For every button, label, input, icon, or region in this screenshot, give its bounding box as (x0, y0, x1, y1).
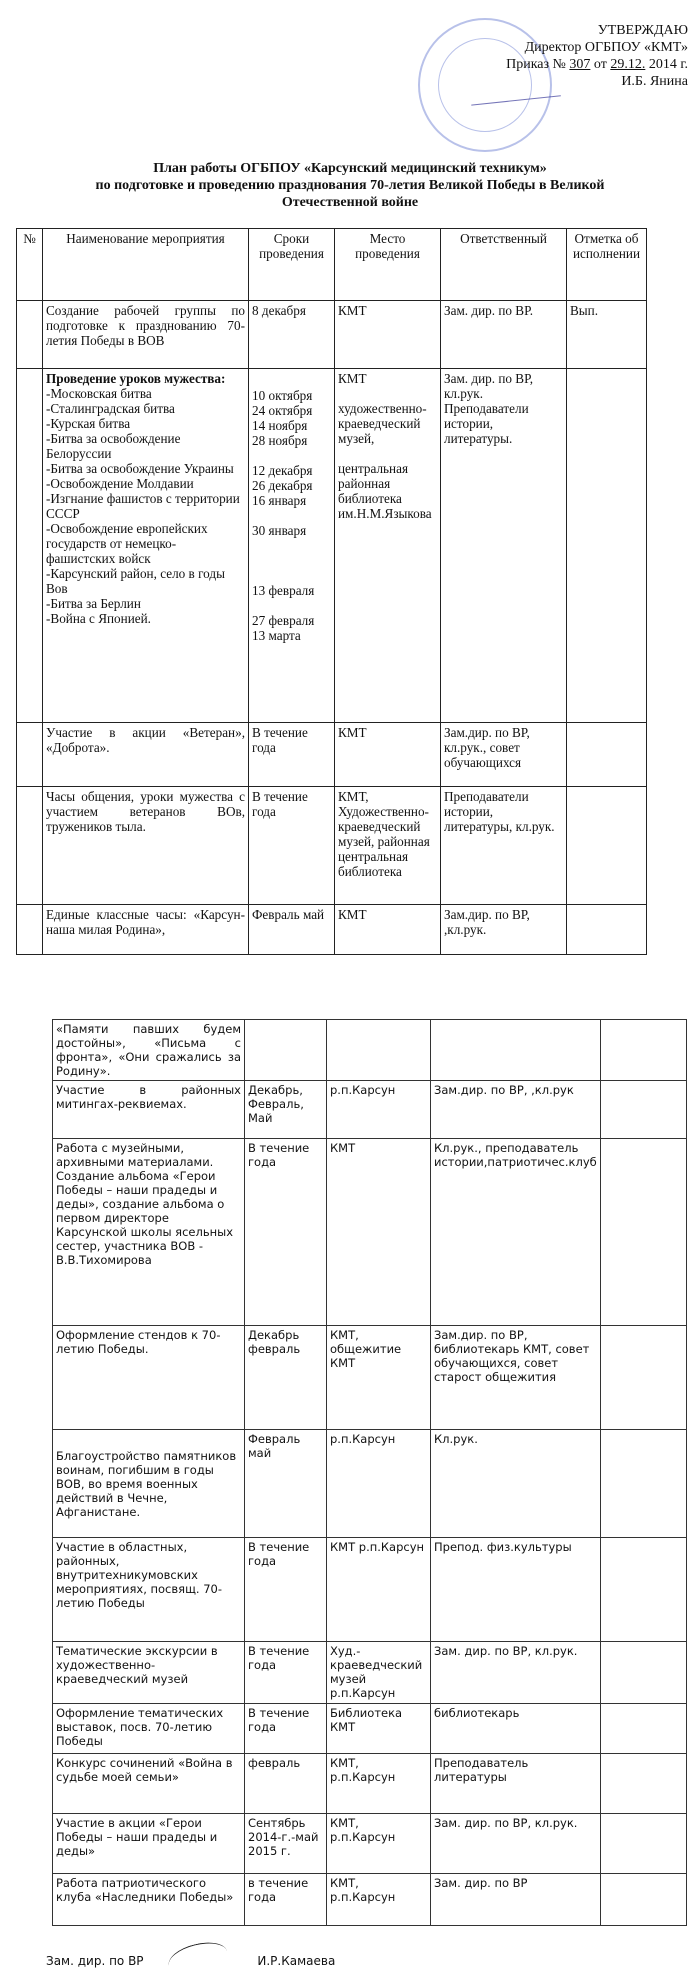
footer-name: И.Р.Камаева (257, 1954, 336, 1968)
table-row: Проведение уроков мужества: -Московская битва -Сталинградская битва -Курская битва -Битва за освобождение Белоруссии -Битва за освобождение Украины -Освобождение Молдавии -Изгнание фашистов с территории СССР -Освобождение европейских государств от немецко-фашистских войск -Карсунский район, село в годы Вов -Битва за Берлин -Война с Японией. 10 октября 24 октября 14 ноября 28 ноября 12 декабря 26 декабря 16 января 30 января 13 февраля 27 февраля 13 марта КМТ художественно-краеведческий музей, центральная районная библиотека им.Н.М.Языкова Зам. дир. по ВР, кл.рук. Преподаватели истории, литературы. (17, 369, 647, 723)
header-number: № (17, 229, 43, 301)
approval-position: Директор ОГБПОУ «КМТ» (524, 40, 688, 55)
table-row: «Памяти павших будем достойны», «Письма с фронта», «Они сражались за Родину». (53, 1020, 687, 1081)
page-title: План работы ОГБПОУ «Карсунский медицинский техникум» по подготовке и проведению празднования 70-летия Великой Победы в Великой Отечественной войне (95, 161, 605, 210)
table-row: Единые классные часы: «Карсун-наша милая Родина», Февраль май КМТ Зам.дир. по ВР, ,кл.рук. (17, 905, 647, 955)
table-row: Конкурс сочинений «Война в судьбе моей семьи» февраль КМТ, р.п.Карсун Преподаватель литературы (53, 1754, 687, 1814)
header-place: Место проведения (335, 229, 441, 301)
table-row: Участие в областных, районных, внутритехникумовских мероприятиях, посвящ. 70-летию Победы В течение года КМТ р.п.Карсун Препод. физ.культуры (53, 1538, 687, 1642)
order-number: 307 (569, 57, 591, 72)
approval-order: Приказ № 307 от 29.12. 2014 г. (506, 57, 688, 72)
table-row: Участие в акции «Ветеран», «Доброта». В течение года КМТ Зам.дир. по ВР, кл.рук., совет обучающихся (17, 723, 647, 787)
footer-signature (46, 1954, 445, 1968)
table-header-row (17, 229, 647, 301)
approval-block (506, 22, 688, 90)
table-row: Участие в акции «Герои Победы – наши прадеды и деды» Сентябрь 2014-г.-май 2015 г. КМТ, р.п.Карсун Зам. дир. по ВР, кл.рук. (53, 1814, 687, 1874)
approval-word: УТВЕРЖДАЮ (597, 23, 688, 38)
plan-table-continued (52, 1019, 687, 1926)
table-row: Участие в районных митингах-реквиемах. Декабрь, Февраль, Май р.п.Карсун Зам.дир. по ВР, ,кл.рук (53, 1081, 687, 1139)
table-row: Благоустройство памятников воинам, погибшим в годы ВОВ, во время военных действий в Чечне, Афганистане. Февраль май р.п.Карсун Кл.рук. (53, 1430, 687, 1538)
table-row: Работа с музейными, архивными материалами. Создание альбома «Герои Победы – наши прадеды и деды», создание альбома о первом директоре Карсунской школы ясельных сестер, участника ВОВ - В.В.Тихомирова В течение года КМТ Кл.рук., преподаватель истории,патриотичес.клуб (53, 1139, 687, 1326)
header-mark: Отметка об исполнении (567, 229, 647, 301)
header-date: Сроки проведения (249, 229, 335, 301)
header-responsible: Ответственный (441, 229, 567, 301)
table-row: Работа патриотического клуба «Наследники Победы» в течение года КМТ, р.п.Карсун Зам. дир. по ВР (53, 1874, 687, 1926)
plan-table (16, 228, 647, 955)
director-name: И.Б. Янина (621, 74, 688, 89)
table-row: Часы общения, уроки мужества с участием ветеранов ВОв, тружеников тыла. В течение года КМТ, Художественно-краеведческий музей, районная центральная библиотека Преподаватели истории, литературы, кл.рук. (17, 787, 647, 905)
header-name: Наименование мероприятия (43, 229, 249, 301)
table-row: Создание рабочей группы по подготовке к празднованию 70-летия Победы в ВОВ 8 декабря КМТ Зам. дир. по ВР. Вып. (17, 301, 647, 369)
footer-position: Зам. дир. по ВР (46, 1954, 144, 1968)
table-row: Оформление тематических выставок, посв. 70-летию Победы В течение года Библиотека КМТ библиотекарь (53, 1704, 687, 1754)
order-year: 2014 г. (648, 57, 688, 72)
order-date: 29.12. (610, 57, 646, 72)
table-row: Оформление стендов к 70-летию Победы. Декабрь февраль КМТ, общежитие КМТ Зам.дир. по ВР, библиотекарь КМТ, совет обучающихся, совет старост общежития (53, 1326, 687, 1430)
table-row: Тематические экскурсии в художественно-краеведческий музей В течение года Худ.-краеведческий музей р.п.Карсун Зам. дир. по ВР, кл.рук. (53, 1642, 687, 1704)
